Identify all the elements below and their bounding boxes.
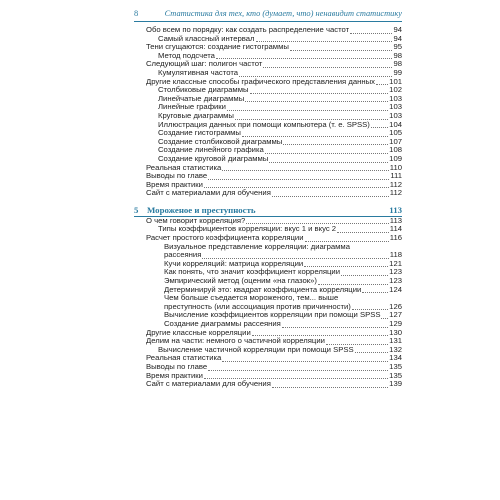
- toc-entry-page: 129: [389, 319, 402, 328]
- toc-entry-page: 110: [389, 162, 402, 172]
- toc-entry-title: Визуальное представление корреляции: диаграмма рассеяния: [164, 241, 350, 260]
- toc-entry-page: 98: [393, 50, 402, 60]
- toc-entry-page: 112: [389, 179, 402, 189]
- toc-entry-page: 130: [389, 327, 402, 337]
- toc-entry-page: 139: [389, 379, 402, 389]
- dot-leader: [227, 110, 388, 111]
- toc-entry-title: Эмпирический метод (оценим «на глазок»): [164, 276, 317, 286]
- toc-entry-title: Круговые диаграммы: [158, 110, 234, 120]
- toc-entry-page: 104: [389, 119, 402, 129]
- toc-entry-page: 95: [393, 42, 402, 52]
- dot-leader: [250, 93, 389, 94]
- toc-entry-title: Иллюстрация данных при помощи компьютера (т. е. SPSS): [158, 119, 370, 129]
- dot-leader: [245, 101, 388, 102]
- toc-entry-page: 134: [389, 353, 402, 363]
- toc-entry-title: Выводы по главе: [146, 361, 208, 371]
- dot-leader: [208, 370, 388, 371]
- toc-entry-page: 103: [389, 110, 402, 120]
- dot-leader: [290, 50, 393, 51]
- toc-entry-page: 105: [389, 128, 402, 138]
- toc-entry-title: Реальная статистика: [146, 162, 222, 172]
- dot-leader: [269, 162, 388, 163]
- toc-entry-title: Вычисление коэффициентов корреляции при помощи SPSS: [164, 310, 381, 320]
- dot-leader: [341, 275, 388, 276]
- toc-section-chapter5: [134, 217, 402, 389]
- chapter-title: Мороженое и преступность: [147, 204, 256, 215]
- toc-entry-page: 107: [389, 136, 402, 146]
- toc-entry-page: 124: [389, 284, 402, 294]
- toc-entry-page: 111: [390, 171, 402, 181]
- toc-entry-title: Создание круговой диаграммы: [158, 153, 269, 163]
- toc-entry-page: 114: [389, 224, 402, 234]
- toc-entry-title: Время практики: [146, 179, 203, 189]
- page-number: 8: [134, 9, 139, 18]
- toc-entry-title: Типы коэффициентов корреляции: вкус 1 и вкус 2: [158, 224, 337, 234]
- chapter-heading: [134, 204, 402, 216]
- toc-entry-page: 123: [389, 276, 402, 286]
- toc-entry-title: Тени сгущаются: создание гистограммы: [146, 42, 289, 52]
- toc-entry-title: Вычисление частичной корреляции при помощи SPSS: [158, 344, 354, 354]
- toc-section-chapter4: [134, 26, 402, 198]
- toc-entry-title: Время практики: [146, 370, 203, 380]
- toc-entry-page: 94: [393, 25, 402, 34]
- toc-entry-page: 127: [389, 310, 402, 320]
- dot-leader: [350, 33, 392, 34]
- toc-entry-title: Другие классные способы графического представления данных: [146, 76, 375, 86]
- dot-leader: [265, 153, 388, 154]
- dot-leader: [337, 232, 389, 233]
- dot-leader: [381, 318, 388, 319]
- toc-entry-title: Столбиковые диаграммы: [158, 85, 249, 95]
- toc-entry-page: 121: [389, 258, 402, 268]
- toc-entry-page: 99: [393, 67, 402, 77]
- toc-entry-page: 94: [393, 33, 402, 43]
- toc-entry-title: Создание столбиковой диаграммы: [158, 136, 283, 146]
- toc-entry-page: 118: [389, 250, 402, 260]
- running-title: Статистика для тех, кто (думает, что) ненавидит статистику: [164, 9, 402, 18]
- toc-entry-title: Самый классный интервал: [158, 33, 255, 43]
- toc-entry-title: Чем больше съедается мороженого, тем... выше преступность (или ассоциация против причинности): [164, 293, 351, 311]
- toc-entry-title: Как понять, что значит коэффициент корреляции: [164, 267, 340, 277]
- running-header: [134, 9, 402, 21]
- toc-entry-title: Кучи корреляций: матрица корреляции: [164, 258, 304, 268]
- toc-entry-title: Создание линейного графика: [158, 145, 264, 155]
- toc-entry: [134, 243, 402, 260]
- toc-entry-page: 102: [389, 85, 402, 95]
- dot-leader: [272, 196, 389, 197]
- toc-entry-title: О чем говорит корреляция?: [146, 215, 246, 225]
- toc-entry-title: Детерминируй это: квадрат коэффициента корреляции: [164, 284, 362, 294]
- dot-leader: [371, 127, 388, 128]
- toc-entry-page: 123: [389, 267, 402, 277]
- toc-entry-page: 126: [389, 301, 402, 311]
- toc-entry-title: Другие классные корреляции: [146, 327, 251, 337]
- toc-entry-page: 98: [393, 59, 402, 69]
- toc-entry-title: Следующий шаг: полигон частот: [146, 59, 263, 69]
- toc-entry-page: 131: [389, 336, 402, 346]
- dot-leader: [282, 327, 388, 328]
- toc-entry-title: Расчет простого коэффициента корреляции: [146, 233, 304, 243]
- toc-entry-title: Делим на части: немного о частичной корреляции: [146, 336, 325, 346]
- dot-leader: [355, 352, 389, 353]
- toc-entry-page: 135: [389, 370, 402, 380]
- toc-entry-page: 132: [389, 344, 402, 354]
- header-rule: [134, 21, 402, 22]
- table-of-contents: [134, 26, 402, 389]
- toc-entry-page: 113: [389, 215, 402, 225]
- toc-entry-page: 103: [389, 102, 402, 112]
- toc-entry-title: Линейные графики: [158, 102, 226, 112]
- toc-entry: [134, 380, 402, 389]
- toc-entry-title: Выводы по главе: [146, 171, 208, 181]
- toc-entry-page: 109: [389, 153, 402, 163]
- toc-entry-title: Метод подсчета: [158, 50, 215, 60]
- toc-entry: [134, 189, 402, 198]
- dot-leader: [283, 144, 388, 145]
- dot-leader: [222, 361, 388, 362]
- dot-leader: [272, 387, 388, 388]
- dot-leader: [263, 67, 392, 68]
- toc-entry-page: 101: [389, 76, 402, 86]
- toc-entry-title: Реальная статистика: [146, 353, 222, 363]
- toc-entry-title: Линейчатые диаграммы: [158, 93, 245, 103]
- chapter-page: 113: [389, 204, 402, 215]
- dot-leader: [208, 179, 389, 180]
- toc-entry-page: 108: [389, 145, 402, 155]
- toc-entry-title: Кумулятивная частота: [158, 67, 239, 77]
- toc-entry-page: 112: [389, 188, 402, 198]
- dot-leader: [222, 170, 388, 171]
- chapter-number: 5: [134, 204, 139, 215]
- toc-entry-page: 135: [389, 361, 402, 371]
- toc-entry-title: Создание гистограммы: [158, 128, 241, 138]
- toc-entry-title: Обо всем по порядку: как создать распределение частот: [146, 25, 350, 34]
- toc-entry-page: 116: [389, 233, 402, 243]
- dot-leader: [376, 84, 388, 85]
- toc-entry: [134, 294, 402, 311]
- dot-leader: [362, 292, 388, 293]
- toc-entry-title: Сайт с материалами для обучения: [146, 379, 271, 389]
- toc-entry-title: Создание диаграммы рассеяния: [164, 319, 281, 328]
- toc-entry-title: Сайт с материалами для обучения: [146, 188, 271, 198]
- toc-entry-page: 103: [389, 93, 402, 103]
